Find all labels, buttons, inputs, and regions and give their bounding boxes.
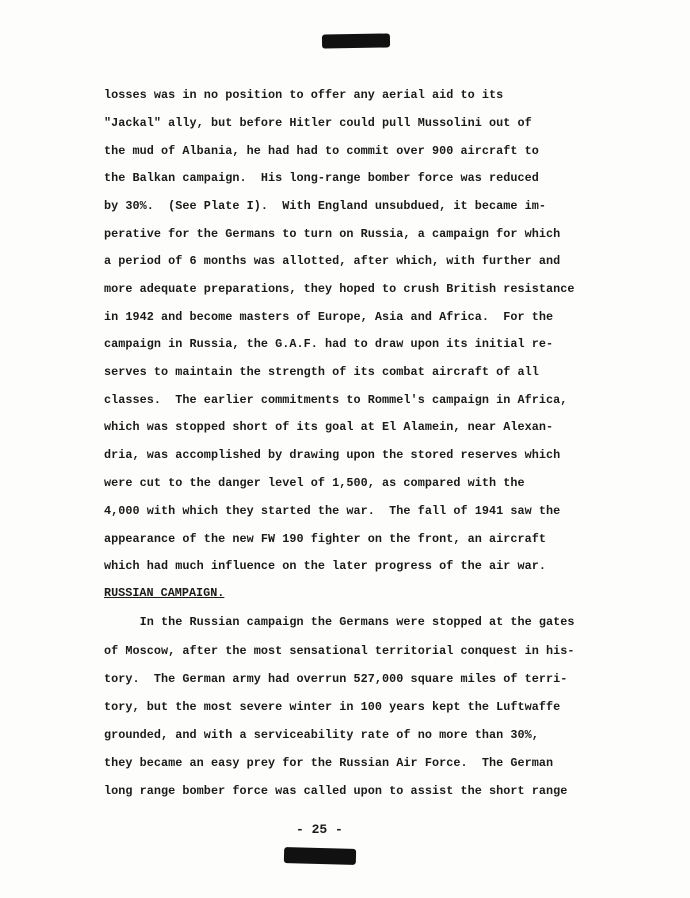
text-line: losses was in no position to offer any aerial aid to its (104, 88, 504, 102)
page-number: - 25 - (296, 822, 343, 837)
text-line: "Jackal" ally, but before Hitler could pull Mussolini out of (104, 116, 532, 130)
text-line: which was stopped short of its goal at El Alamein, near Alexan- (104, 420, 554, 434)
text-line: tory. The German army had overrun 527,000 square miles of terri- (104, 672, 568, 686)
text-line: a period of 6 months was allotted, after which, with further and (104, 254, 561, 268)
text-line: by 30%. (See Plate I). With England unsubdued, it became im- (104, 199, 547, 213)
text-line: 4,000 with which they started the war. The fall of 1941 saw the (104, 504, 561, 518)
text-line: the mud of Albania, he had had to commit over 900 aircraft to (104, 144, 539, 158)
text-line: long range bomber force was called upon to assist the short range (104, 784, 568, 798)
redaction-mark-top (322, 33, 390, 48)
text-line: perative for the Germans to turn on Russia, a campaign for which (104, 227, 561, 241)
text-line: serves to maintain the strength of its combat aircraft of all (104, 365, 539, 379)
text-line: tory, but the most severe winter in 100 years kept the Luftwaffe (104, 700, 561, 714)
text-line: appearance of the new FW 190 fighter on the front, an aircraft (104, 532, 547, 546)
text-line: classes. The earlier commitments to Rommel's campaign in Africa, (104, 393, 568, 407)
text-line: of Moscow, after the most sensational territorial conquest in his- (104, 644, 575, 658)
section-heading: RUSSIAN CAMPAIGN. (104, 586, 225, 600)
text-line: they became an easy prey for the Russian Air Force. The German (104, 756, 554, 770)
text-line: the Balkan campaign. His long-range bomber force was reduced (104, 171, 539, 185)
text-line: more adequate preparations, they hoped to crush British resistance (104, 282, 575, 296)
text-line: grounded, and with a serviceability rate of no more than 30%, (104, 728, 539, 742)
text-line: in 1942 and become masters of Europe, Asia and Africa. For the (104, 310, 554, 324)
redaction-mark-bottom (284, 847, 356, 865)
text-line: In the Russian campaign the Germans were stopped at the gates (104, 615, 575, 629)
text-line: campaign in Russia, the G.A.F. had to draw upon its initial re- (104, 337, 554, 351)
text-line: dria, was accomplished by drawing upon the stored reserves which (104, 448, 561, 462)
text-line: which had much influence on the later progress of the air war. (104, 559, 547, 573)
text-line: were cut to the danger level of 1,500, as compared with the (104, 476, 525, 490)
